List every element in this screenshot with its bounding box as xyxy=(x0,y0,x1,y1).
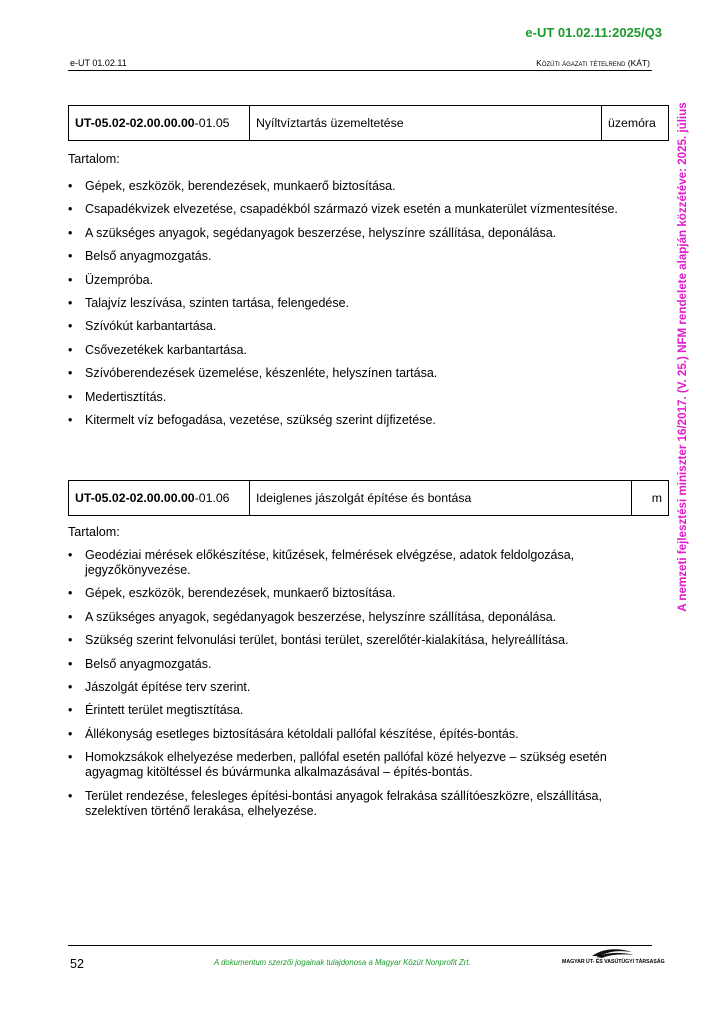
list-item: • Gépek, eszközök, berendezések, munkaerő biztosítása. xyxy=(68,179,658,194)
item-code-bold: UT-05.02-02.00.00.00 xyxy=(75,116,195,130)
copyright-notice: A dokumentum szerzői jogainak tulajdonosa a Magyar Közút Nonprofit Zrt. xyxy=(214,958,471,967)
list-item: • Kitermelt víz befogadása, vezetése, szükség szerint díjfizetése. xyxy=(68,413,658,428)
list-item: • Jászolgát építése terv szerint. xyxy=(68,680,658,695)
item-code-suffix: -01.06 xyxy=(194,491,230,505)
list-item: • Medertisztítás. xyxy=(68,390,658,405)
header-right-text: Közúti ágazati tételrend (KÁT) xyxy=(536,58,650,68)
list-item: • Állékonyság esetleges biztosítására kétoldali pallófal készítése, építés-bontás. xyxy=(68,727,658,742)
item-code xyxy=(69,481,250,516)
item-unit: üzemóra xyxy=(602,106,669,141)
header-left: e-UT 01.02.11 xyxy=(70,58,127,68)
list-item: • Geodéziai mérések előkészítése, kitűzések, felmérések elvégzése, adatok feldolgozása, jegyzőkönyvezése. xyxy=(68,548,658,578)
item-name: Ideiglenes jászolgát építése és bontása xyxy=(250,481,632,516)
content-list xyxy=(68,179,658,436)
list-item: • Üzempróba. xyxy=(68,273,658,288)
header-right xyxy=(536,58,650,68)
content-label: Tartalom: xyxy=(68,525,120,539)
society-logo-icon xyxy=(562,946,656,970)
list-item: • Csővezetékek karbantartása. xyxy=(68,343,658,358)
page-number: 52 xyxy=(70,957,84,971)
item-header-table xyxy=(68,480,669,516)
content-list xyxy=(68,548,658,827)
list-item: • Csapadékvizek elvezetése, csapadékból származó vizek esetén a munkaterület vízmentesítése. xyxy=(68,202,658,217)
list-item: • A szükséges anyagok, segédanyagok beszerzése, helyszínre szállítása, deponálása. xyxy=(68,610,658,625)
item-unit: m xyxy=(632,481,669,516)
item-code-suffix: -01.05 xyxy=(194,116,230,130)
list-item: • Szívóberendezések üzemelése, készenléte, helyszínen tartása. xyxy=(68,366,658,381)
list-item: • Talajvíz leszívása, szinten tartása, felengedése. xyxy=(68,296,658,311)
header-divider xyxy=(68,70,652,71)
item-name: Nyíltvíztartás üzemeltetése xyxy=(250,106,602,141)
content-label: Tartalom: xyxy=(68,152,120,166)
logo-text: MAGYAR ÚT- ÉS VASÚTÜGYI TÁRSASÁG xyxy=(562,959,665,965)
list-item: • Homokzsákok elhelyezése mederben, pallófal esetén pallófal közé helyezve – szükség esetén agyagmag kitöltéssel és búvármunka alkalmazásával – építés-bontás. xyxy=(68,750,658,780)
list-item: • Szükség szerint felvonulási terület, bontási terület, szerelőtér-kialakítása, helyreállítása. xyxy=(68,633,658,648)
document-code: e-UT 01.02.11:2025/Q3 xyxy=(525,25,662,40)
list-item: • Szívókút karbantartása. xyxy=(68,319,658,334)
item-code xyxy=(69,106,250,141)
publication-note: A nemzeti fejlesztési miniszter 16/2017. (V. 25.) NFM rendelete alapján közzétéve: 2025. július xyxy=(676,102,689,612)
item-header-table xyxy=(68,105,669,141)
list-item: • Terület rendezése, felesleges építési-bontási anyagok felrakása szállítóeszközre, elszállítása, szelektíven történő lerakása, elhelyezése. xyxy=(68,789,658,819)
list-item: • Érintett terület megtisztítása. xyxy=(68,703,658,718)
list-item: • Gépek, eszközök, berendezések, munkaerő biztosítása. xyxy=(68,586,658,601)
item-code-bold: UT-05.02-02.00.00.00 xyxy=(75,491,195,505)
list-item: • Belső anyagmozgatás. xyxy=(68,249,658,264)
list-item: • A szükséges anyagok, segédanyagok beszerzése, helyszínre szállítása, deponálása. xyxy=(68,226,658,241)
list-item: • Belső anyagmozgatás. xyxy=(68,657,658,672)
